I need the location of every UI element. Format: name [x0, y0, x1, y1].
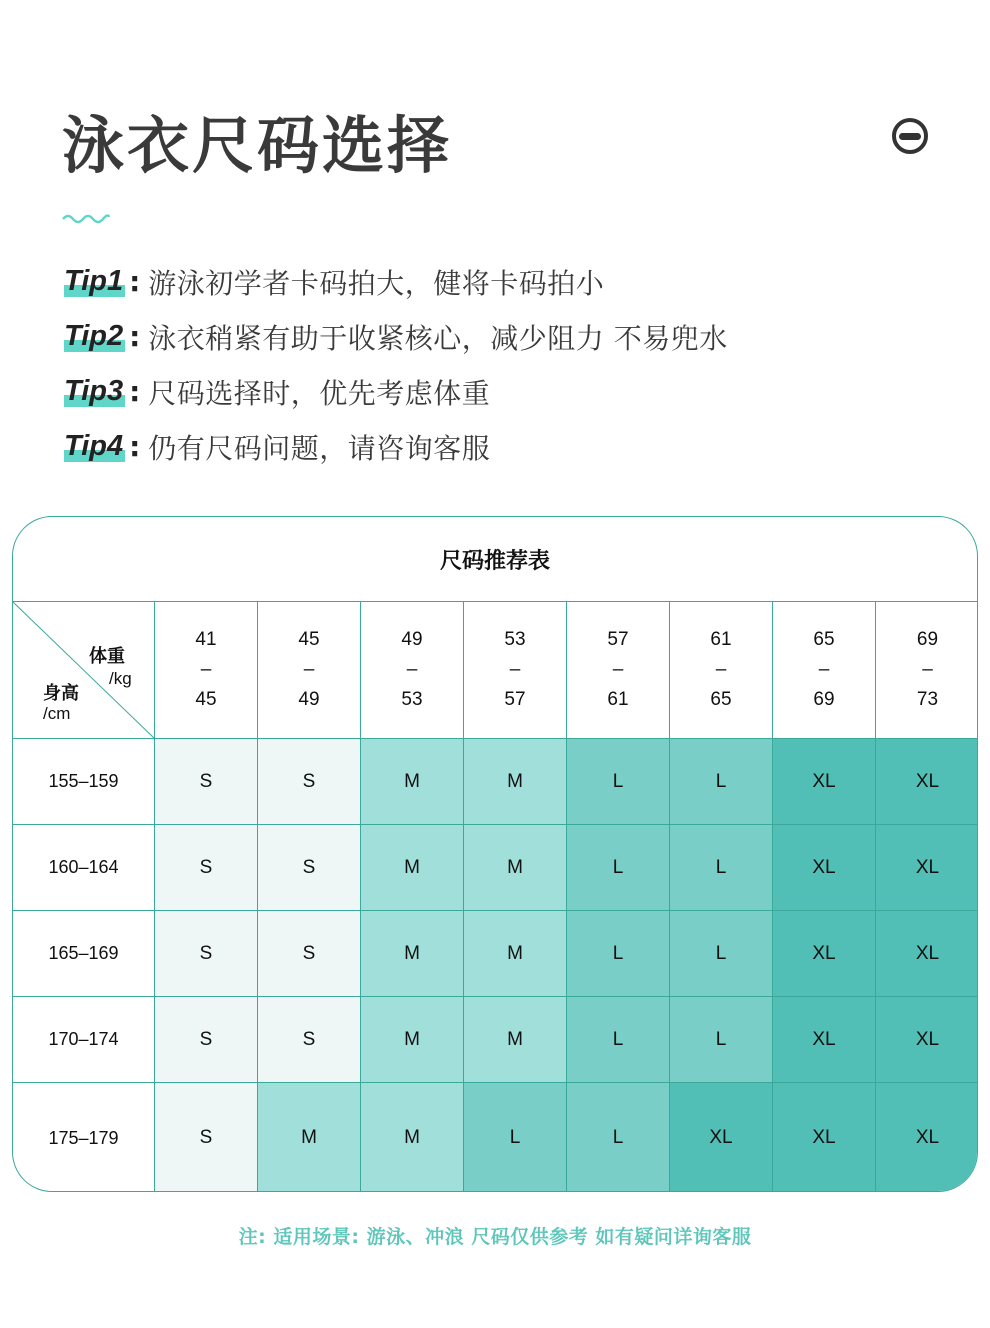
size-cell: S: [155, 1083, 258, 1192]
weight-range-to: 61: [607, 689, 629, 710]
size-chart-title: 尺码推荐表: [13, 517, 977, 602]
corner-header-cell: [13, 602, 155, 739]
size-cell: XL: [773, 825, 876, 911]
weight-range-to: 49: [298, 689, 320, 710]
size-cell: S: [155, 739, 258, 825]
weight-range-from: 57: [607, 629, 629, 650]
weight-range-sep: –: [406, 659, 418, 680]
size-cell: M: [361, 911, 464, 997]
weight-range-sep: –: [715, 659, 727, 680]
weight-range-from: 49: [401, 629, 423, 650]
size-cell: XL: [876, 997, 978, 1083]
weight-range-sep: –: [818, 659, 830, 680]
weight-range-from: 61: [710, 629, 732, 650]
table-row: [13, 911, 978, 997]
weight-range-to: 53: [401, 689, 423, 710]
tip-text: 尺码选择时，优先考虑体重: [148, 376, 491, 410]
size-cell: XL: [876, 1083, 978, 1192]
size-cell: S: [155, 911, 258, 997]
tip-text: 游泳初学者卡码拍大，健将卡码拍小: [148, 266, 605, 300]
size-cell: M: [464, 997, 567, 1083]
tip-item: Tip3 : 尺码选择时，优先考虑体重: [64, 364, 728, 419]
weight-range-sep: –: [303, 659, 315, 680]
weight-range-sep: –: [509, 659, 521, 680]
size-chart-card: [12, 516, 978, 1192]
height-unit: /cm: [43, 704, 71, 723]
size-cell: M: [464, 911, 567, 997]
size-cell: L: [567, 1083, 670, 1192]
wave-decoration-icon: [62, 209, 110, 225]
size-cell: L: [670, 825, 773, 911]
weight-range-from: 41: [195, 629, 217, 650]
height-range-cell: 160–164: [13, 825, 155, 911]
size-cell: XL: [773, 911, 876, 997]
size-cell: M: [361, 739, 464, 825]
size-cell: M: [361, 825, 464, 911]
tip-label: Tip4: [64, 430, 124, 462]
size-cell: S: [258, 911, 361, 997]
size-cell: L: [567, 997, 670, 1083]
weight-range-header: [876, 602, 978, 739]
weight-range-from: 53: [504, 629, 526, 650]
weight-range-from: 45: [298, 629, 320, 650]
weight-range-sep: –: [200, 659, 212, 680]
size-cell: L: [567, 739, 670, 825]
weight-range-to: 73: [916, 689, 939, 710]
height-label: 身高: [43, 683, 79, 703]
size-cell: L: [567, 911, 670, 997]
weight-range-header: [464, 602, 567, 739]
size-cell: L: [567, 825, 670, 911]
size-chart-table: [13, 602, 978, 1192]
weight-range-from: 69: [916, 629, 939, 650]
tip-item: Tip1 : 游泳初学者卡码拍大，健将卡码拍小: [64, 254, 728, 309]
size-cell: L: [670, 739, 773, 825]
size-cell: M: [258, 1083, 361, 1192]
size-cell: XL: [773, 997, 876, 1083]
swim-goggle-icon: [890, 116, 930, 156]
size-cell: XL: [773, 1083, 876, 1192]
size-cell: XL: [670, 1083, 773, 1192]
tip-label: Tip3: [64, 375, 124, 407]
weight-header-row: [13, 602, 978, 739]
weight-range-header: [567, 602, 670, 739]
height-range-cell: 165–169: [13, 911, 155, 997]
size-cell: S: [155, 997, 258, 1083]
size-cell: S: [155, 825, 258, 911]
tips-list: [64, 254, 728, 474]
tip-item: Tip4 : 仍有尺码问题，请咨询客服: [64, 419, 728, 474]
weight-unit: /kg: [109, 669, 132, 688]
page-title: 泳衣尺码选择: [62, 109, 453, 182]
size-cell: XL: [876, 739, 978, 825]
size-cell: XL: [773, 739, 876, 825]
height-range-cell: 175–179: [13, 1083, 155, 1192]
weight-range-to: 69: [813, 689, 835, 710]
size-cell: XL: [876, 911, 978, 997]
table-row: [13, 739, 978, 825]
size-cell: M: [361, 1083, 464, 1192]
table-row: [13, 1083, 978, 1192]
weight-range-header: [361, 602, 464, 739]
size-cell: M: [361, 997, 464, 1083]
tip-label: Tip2: [64, 320, 124, 352]
height-range-cell: 170–174: [13, 997, 155, 1083]
footnote: 注: 适用场景: 游泳、冲浪 尺码仅供参考 如有疑问详询客服: [238, 1226, 752, 1248]
size-cell: L: [670, 911, 773, 997]
size-cell: M: [464, 739, 567, 825]
size-cell: L: [670, 997, 773, 1083]
weight-range-header: [155, 602, 258, 739]
tip-label: Tip1: [64, 265, 124, 297]
weight-label: 体重: [89, 646, 125, 666]
size-cell: L: [464, 1083, 567, 1192]
tip-item: Tip2 : 泳衣稍紧有助于收紧核心，减少阻力 不易兜水: [64, 309, 728, 364]
size-cell: S: [258, 739, 361, 825]
table-row: [13, 997, 978, 1083]
diagonal-divider: [13, 602, 155, 739]
weight-range-to: 57: [504, 689, 526, 710]
weight-range-sep: –: [612, 659, 624, 680]
size-cell: S: [258, 825, 361, 911]
weight-range-to: 65: [710, 689, 732, 710]
size-cell: M: [464, 825, 567, 911]
weight-range-header: [670, 602, 773, 739]
weight-range-header: [773, 602, 876, 739]
size-cell: S: [258, 997, 361, 1083]
tip-text: 泳衣稍紧有助于收紧核心，减少阻力 不易兜水: [148, 321, 728, 355]
weight-range-sep: –: [922, 659, 933, 680]
size-cell: XL: [876, 825, 978, 911]
tip-text: 仍有尺码问题，请咨询客服: [148, 431, 491, 465]
weight-range-from: 65: [813, 629, 835, 650]
weight-range-to: 45: [195, 689, 217, 710]
table-row: [13, 825, 978, 911]
height-range-cell: 155–159: [13, 739, 155, 825]
weight-range-header: [258, 602, 361, 739]
